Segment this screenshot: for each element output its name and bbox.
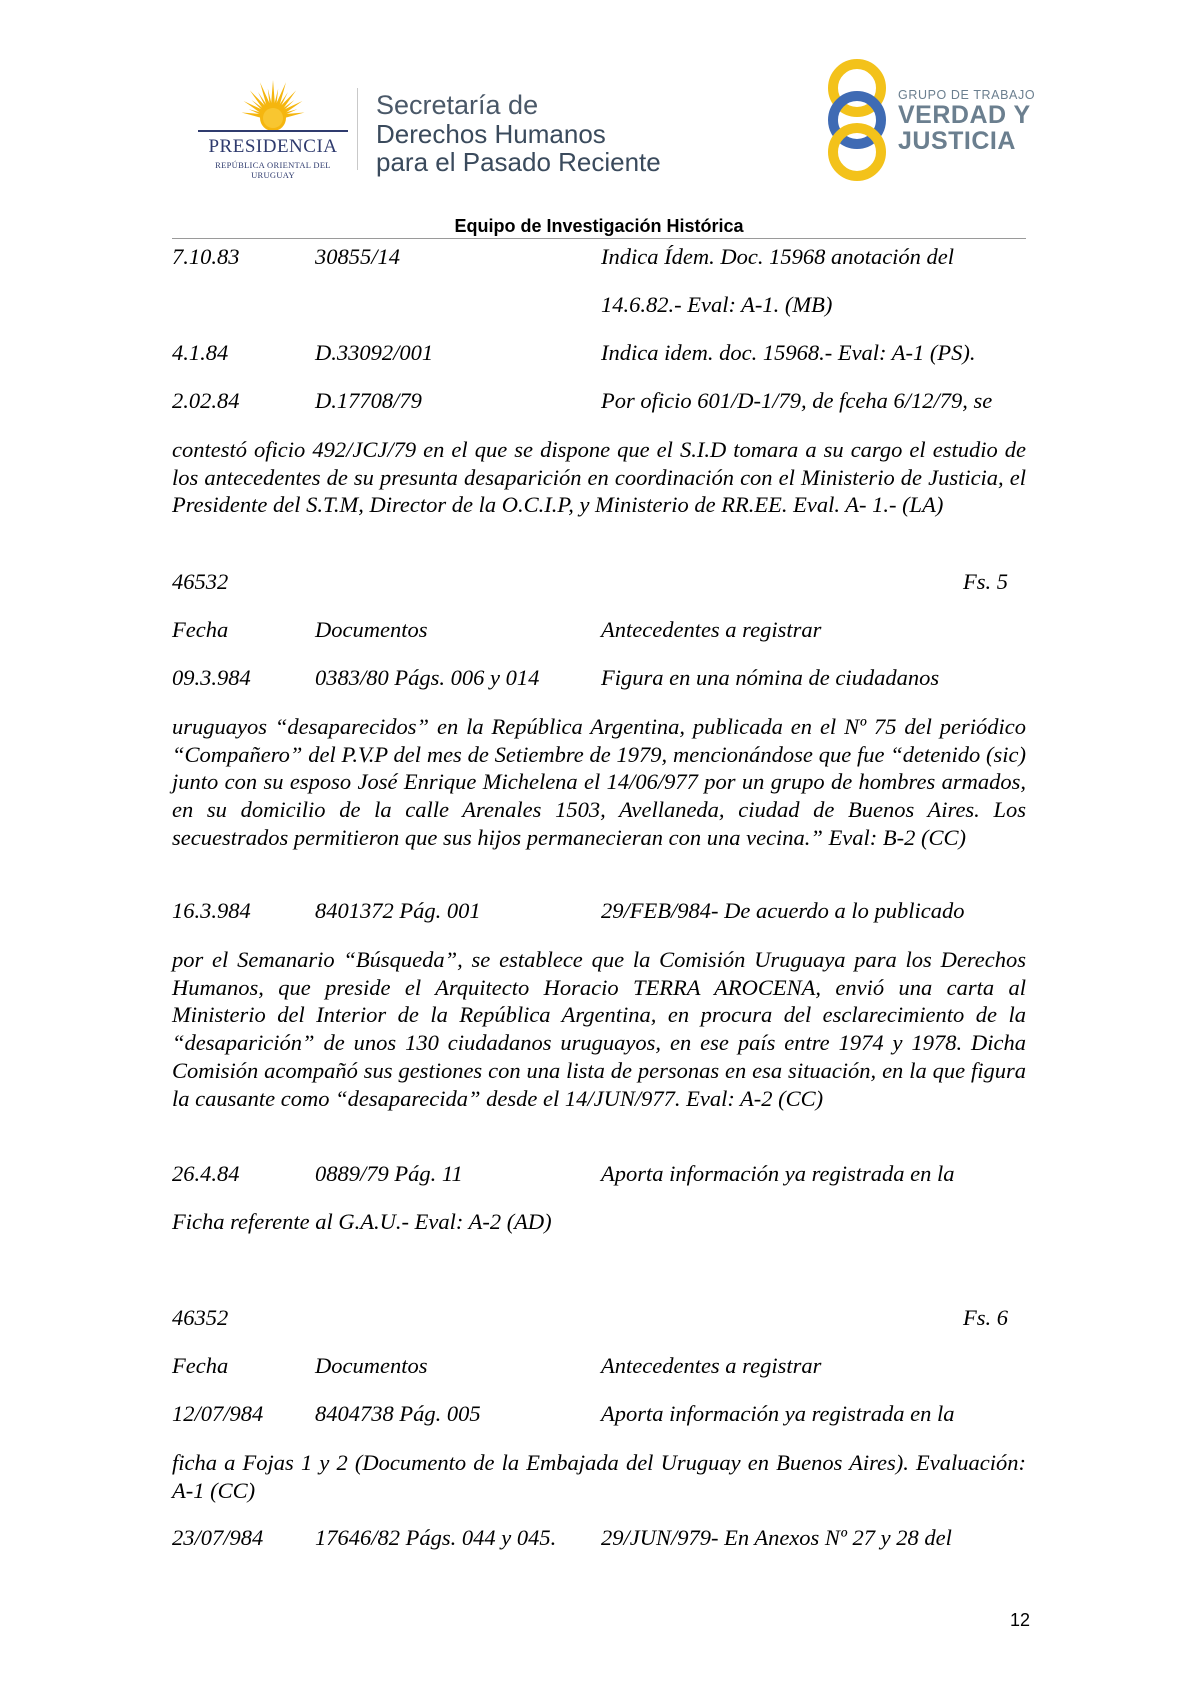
row-doc: 8401372 Pág. 001 — [315, 898, 481, 923]
header-divider — [357, 88, 358, 170]
col-header-documentos: Documentos — [315, 1353, 428, 1378]
vyj-big-label — [898, 102, 1031, 154]
secretaria-line-3: para el Pasado Reciente — [376, 147, 661, 177]
entry-paragraph: por el Semanario “Búsqueda”, se establece que la Comisión Uruguaya para los Derechos Humanos, que preside el Arquitecto Horacio TERRA AROCENA, envió una carta al Ministerio del Interior de la República Argentina, en procura del esclarecimiento de la “desaparición” de unos 130 ciudadanos uruguayos, en ese país entre 1974 y 1978. Dicha Comisión acompañó sus gestiones con una lista de personas en esa situación, en la que figura la causante como “desaparecida” desde el 14/JUN/977. Eval: A-2 (CC) — [172, 947, 1026, 1111]
presidencia-sublabel: REPÚBLICA ORIENTAL DEL URUGUAY — [215, 160, 331, 180]
row-date: 7.10.83 — [172, 244, 240, 269]
row-date: 16.3.984 — [172, 898, 251, 923]
row-doc: D.33092/001 — [315, 340, 434, 365]
equipo-heading: Equipo de Investigación Histórica — [454, 216, 744, 236]
verdad-justicia-logo — [820, 58, 1040, 183]
page-number: 12 — [1009, 1610, 1030, 1630]
secretaria-line-2: Derechos Humanos — [376, 119, 606, 149]
row-text: Figura en una nómina de ciudadanos — [601, 665, 940, 690]
row-doc: D.17708/79 — [315, 388, 422, 413]
row-text: Aporta información ya registrada en la — [601, 1401, 955, 1426]
row-date: 2.02.84 — [172, 388, 240, 413]
row-doc: 0889/79 Pág. 11 — [315, 1161, 463, 1186]
row-text-cont: 14.6.82.- Eval: A-1. (MB) — [601, 292, 833, 317]
row-doc: 17646/82 Págs. 044 y 045. — [315, 1525, 557, 1550]
col-header-fecha: Fecha — [172, 617, 229, 642]
rings-icon — [820, 58, 895, 183]
presidencia-logo — [198, 78, 348, 178]
secretaria-title — [376, 90, 661, 176]
row-doc: 0383/80 Págs. 006 y 014 — [315, 665, 540, 690]
entry-paragraph: contestó oficio 492/JCJ/79 en el que se dispone que el S.I.D tomara a su cargo el estudio de los antecedentes de su presunta desaparición en coordinación con el Ministerio de Justicia, el Presidente del S.T.M, Director de la O.C.I.P, y Ministerio de RR.EE. Eval. A- 1.- (LA) — [172, 437, 1026, 518]
folio-number: 46532 — [172, 569, 229, 594]
row-text: 29/JUN/979- En Anexos Nº 27 y 28 del — [601, 1525, 952, 1550]
folio-fs: Fs. 5 — [963, 569, 1008, 594]
vyj-line-2: JUSTICIA — [898, 127, 1016, 155]
folio-fs: Fs. 6 — [963, 1305, 1008, 1330]
row-date: 26.4.84 — [172, 1161, 240, 1186]
secretaria-line-1: Secretaría de — [376, 90, 539, 120]
col-header-documentos: Documentos — [315, 617, 428, 642]
vyj-small-label: GRUPO DE TRABAJO — [898, 88, 1036, 102]
col-header-antecedentes: Antecedentes a registrar — [601, 617, 822, 642]
col-header-antecedentes: Antecedentes a registrar — [601, 1353, 822, 1378]
row-text: Aporta información ya registrada en la — [601, 1161, 955, 1186]
presidencia-label: PRESIDENCIA — [208, 136, 338, 157]
entry-paragraph: ficha a Fojas 1 y 2 (Documento de la Embajada del Uruguay en Buenos Aires). Evaluación: A-1 (CC) — [172, 1450, 1026, 1503]
heading-rule — [172, 238, 1026, 239]
row-doc: 30855/14 — [315, 244, 401, 269]
vyj-line-1: VERDAD Y — [898, 101, 1031, 129]
entry-paragraph: uruguayos “desaparecidos” en la República Argentina, publicada en el Nº 75 del periódico “Compañero” del P.V.P del mes de Setiembre de 1979, mencionándose que fue “detenido (sic) junto con su esposo José Enrique Michelena el 14/06/977 por un grupo de hombres armados, en su domicilio de la calle Arenales 1503, Avellaneda, ciudad de Buenos Aires. Los secuestrados permitieron que sus hijos permanecieran con una vecina.” Eval: B-2 (CC) — [172, 714, 1026, 850]
col-header-fecha: Fecha — [172, 1353, 229, 1378]
row-doc: 8404738 Pág. 005 — [315, 1401, 481, 1426]
row-text: Indica idem. doc. 15968.- Eval: A-1 (PS). — [601, 340, 976, 365]
row-text: Indica Ídem. Doc. 15968 anotación del — [601, 244, 955, 269]
folio-number: 46352 — [172, 1305, 229, 1330]
row-date: 4.1.84 — [172, 340, 229, 365]
row-date: 12/07/984 — [172, 1401, 264, 1426]
row-text-cont: Ficha referente al G.A.U.- Eval: A-2 (AD) — [172, 1209, 552, 1234]
sun-icon — [198, 78, 348, 138]
row-text: Por oficio 601/D-1/79, de fceha 6/12/79, se — [601, 388, 993, 413]
row-text: 29/FEB/984- De acuerdo a lo publicado — [601, 898, 965, 923]
row-date: 09.3.984 — [172, 665, 251, 690]
row-date: 23/07/984 — [172, 1525, 264, 1550]
